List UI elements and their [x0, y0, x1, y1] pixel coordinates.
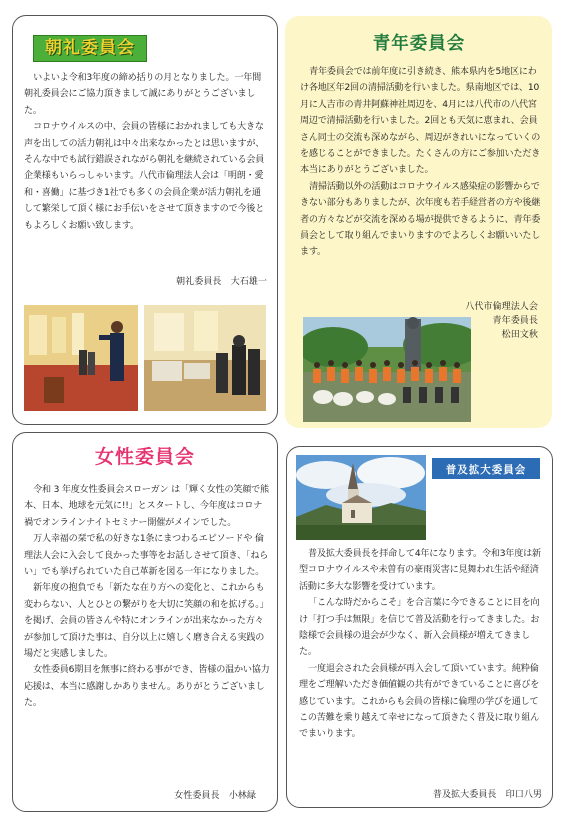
seinen-signature-line: 松田文秋 — [501, 330, 538, 340]
josei-title: 女性委員会 — [94, 446, 195, 468]
josei-signature: 女性委員長 小林緑 — [174, 791, 256, 801]
josei-paragraph: 令和 3 年度女性委員会スローガン は「輝く女性の笑顔で熊本、日本、地球を元気に!!」とスタートし、今年度はコロナ禍でオンラインナイトセミナー開催がメインでした。 — [24, 485, 269, 528]
seinen-paragraph: 清掃活動以外の活動はコロナウイルス感染症の影響からできない部分もありましたが、次年度も若手経営者の方や後継者の方々などが交流を深める場が提供できるように、青年委員会として取り組んでまいりますのでよろしくお願いいたします。 — [300, 181, 541, 258]
josei-paragraph: 新年度の抱負でも「新たな在り方への変化と、これからも変わらない、人とひとの繋がりを大切に笑顔の和を拡げる。」を掲げ、会員の皆さんや特にオンラインが出来なかった方々が参加して頂けた事は、自分以上に嬉しく磨き合える実践の場だと実感しました。 — [24, 583, 269, 660]
chorei-body — [24, 70, 268, 234]
fukyu-church-photo — [296, 455, 426, 540]
chorei-heading — [33, 35, 147, 62]
fukyu-paragraph: 一度退会された会員様が再入会して頂いています。純粋倫理をご理解いただき価値観の共有ができていることに喜びを感じています。これからも会員の皆様に倫理の学びを通してこの苦難を乗り越えて幸せになって頂きたく普及に取り組んでまいります。 — [299, 663, 540, 740]
josei-body — [24, 482, 270, 712]
chorei-photo-2 — [144, 305, 266, 411]
seinen-signature-line: 青年委員長 — [492, 316, 538, 326]
chorei-photo-1 — [24, 305, 138, 411]
fukyu-paragraph: 「こんな時だからこそ」を合言葉に今できることに目を向け「打つ手は無限」を信じて普及活動を行ってきました。お陰様で会員様の退会が少なく、新入会員様が増えてきました。 — [299, 598, 540, 658]
fukyu-signature: 普及拡大委員長 印口八男 — [432, 790, 542, 800]
fukyu-body — [299, 546, 545, 743]
seinen-body — [300, 64, 544, 261]
josei-paragraph: 女性委員6期目を無事に終わる事ができ、皆様の温かい協力応援は、本当に感謝しかありません。ありがとうございました。 — [24, 665, 270, 709]
fukyu-title: 普及拡大委員会 — [445, 464, 527, 476]
seinen-title: 青年委員会 — [372, 34, 466, 54]
seinen-signature-line: 八代市倫理法人会 — [465, 302, 538, 312]
chorei-paragraph: いよいよ令和3年度の締め括りの月となりました。一年間朝礼委員会にご協力頂きまして誠にありがとうございました。 — [24, 73, 262, 116]
seinen-group-photo — [303, 317, 471, 422]
chorei-signature: 朝礼委員長 大石雄一 — [176, 277, 267, 287]
chorei-paragraph: コロナウイルスの中、会員の皆様におかれましても大きな声を出しての活力朝礼は中々出来なかったとは思いますが、そんな中でも試行錯誤されながら朝礼を継続されている会員企業様もいらっしゃいます。八代市倫理法人会は「明朗・愛和・喜働」に基づき1社でも多くの会員企業が活力朝礼を通して繁栄して頂く様にお手伝いをさせて頂きますので今後ともよろしくお願い致します。 — [24, 122, 265, 231]
fukyu-heading — [432, 458, 540, 479]
fukyu-paragraph: 普及拡大委員長を拝命して4年になります。令和3年度は新型コロナウイルスや未曽有の豪雨災害に見舞われ生活や経済活動に多大な影響を受けています。 — [299, 549, 541, 592]
josei-paragraph: 万人幸福の栞で私の好きな1条にまつわるエピソードや 倫理法人会に入会して良かった事等をお話しさせて頂き、「ねらい」でも挙げられていた自己革新を図る一年になりました。 — [24, 534, 269, 578]
seinen-paragraph: 青年委員会では前年度に引き続き、熊本県内を5地区にわけ各地区年2回の清掃活動を行いました。県南地区では、10月に人吉市の青井阿蘇神社周辺を、4月には八代市の八代宮周辺で清掃活動を行いました。2回とも天気に恵まれ、会員さん同士の交流も深めながら、周辺がきれいになっていくのを感じることができました。たくさんの方にご参加いただき本当にありがとうございました。 — [300, 67, 541, 176]
chorei-title: 朝礼委員会 — [45, 38, 135, 58]
